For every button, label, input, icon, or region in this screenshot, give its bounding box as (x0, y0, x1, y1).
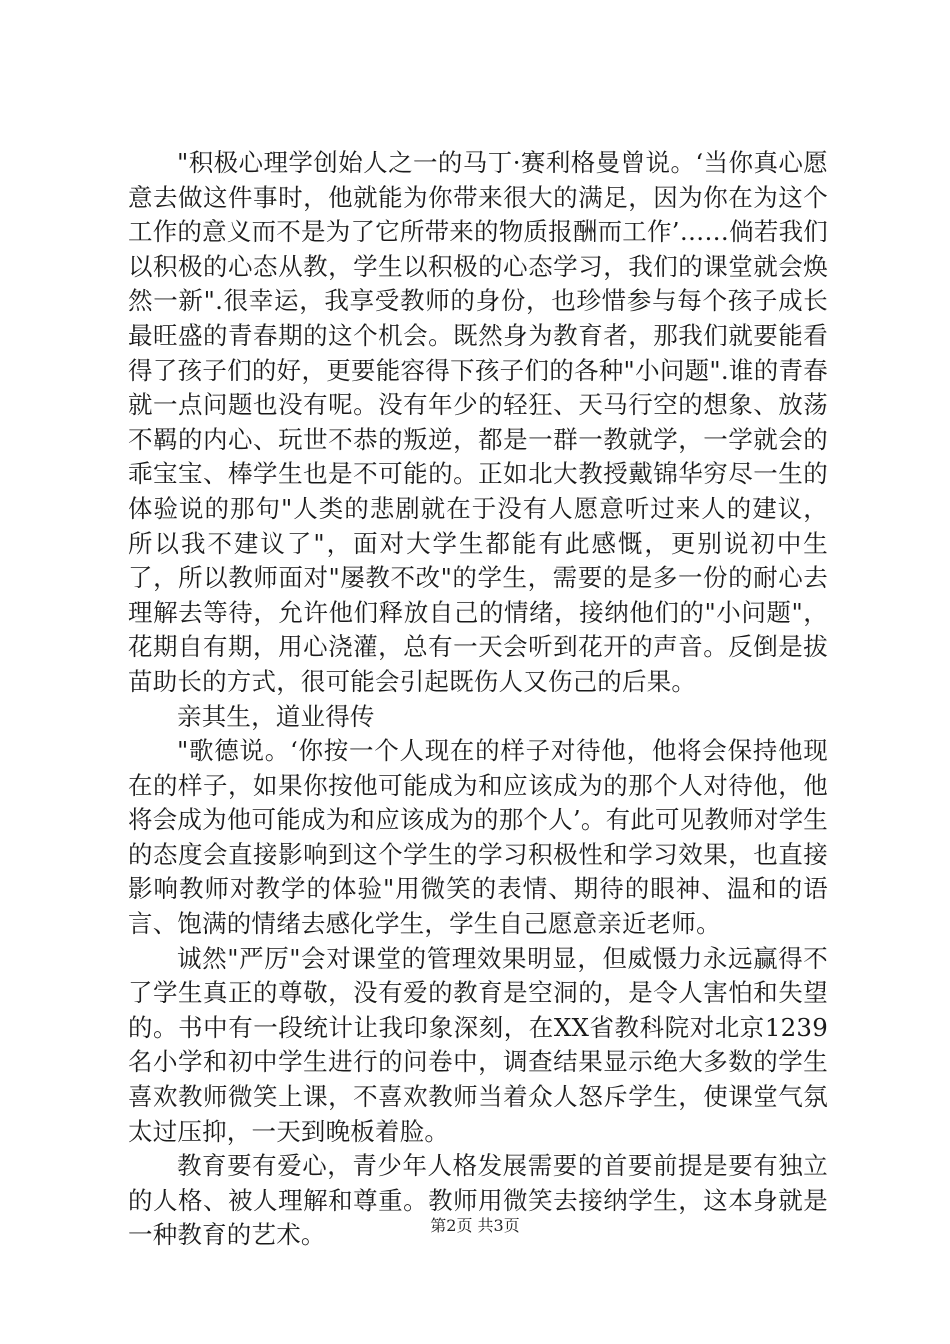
paragraph-strictness: 诚然"严厉"会对课堂的管理效果明显，但威慑力永远赢得不了学生真正的尊敬，没有爱的教育是空洞的，是令人害怕和失望的。书中有一段统计让我印象深刻，在XX省教科院对北京1239名小学和初中学生进行的问卷中，调查结果显示绝大多数的学生喜欢教师微笑上课，不喜欢教师当着众人怒斥学生，使课堂气氛太过压抑，一天到晚板着脸。 (128, 943, 828, 1146)
page-number-footer: 第2页 共3页 (430, 1216, 520, 1235)
document-body (128, 146, 828, 1253)
section-heading: 亲其生，道业得传 (177, 701, 375, 731)
paragraph-seligman-quote: "积极心理学创始人之一的马丁·赛利格曼曾说。‘当你真心愿意去做这件事时，他就能为你带来很大的满足，因为你在为这个工作的意义而不是为了它所带来的物质报酬而工作’……倘若我们以积极的心态从教，学生以积极的心态学习，我们的课堂就会焕然一新".很幸运，我享受教师的身份，也珍惜参与每个孩子成长最旺盛的青春期的这个机会。既然身为教育者，那我们就要能看得了孩子们的好，更要能容得下孩子们的各种"小问题".谁的青春就一点问题也没有呢。没有年少的轻狂、天马行空的想象、放荡不羁的内心、玩世不恭的叛逆，都是一群一教就学，一学就会的乖宝宝、棒学生也是不可能的。正如北大教授戴锦华穷尽一生的体验说的那句"人类的悲剧就在于没有人愿意听过来人的建议，所以我不建议了"，面对大学生都能有此感慨，更别说初中生了，所以教师面对"屡教不改"的学生，需要的是多一份的耐心去理解去等待，允许他们释放自己的情绪，接纳他们的"小问题"，花期自有期，用心浇灌，总有一天会听到花开的声音。反倒是拔苗助长的方式，很可能会引起既伤人又伤己的后果。 (128, 148, 828, 696)
paragraph-love-education: 教育要有爱心，青少年人格发展需要的首要前提是要有独立的人格、被人理解和尊重。教师用微笑去接纳学生，这本身就是一种教育的艺术。 (128, 1151, 828, 1250)
paragraph-goethe-quote: "歌德说。‘你按一个人现在的样子对待他，他将会保持他现在的样子，如果你按他可能成为和应该成为的那个人对待他，他将会成为他可能成为和应该成为的那个人’。有此可见教师对学生的态度会直接影响到这个学生的学习积极性和学习效果，也直接影响教师对教学的体验"用微笑的表情、期待的眼神、温和的语言、饱满的情绪去感化学生，学生自己愿意亲近老师。 (128, 736, 828, 939)
